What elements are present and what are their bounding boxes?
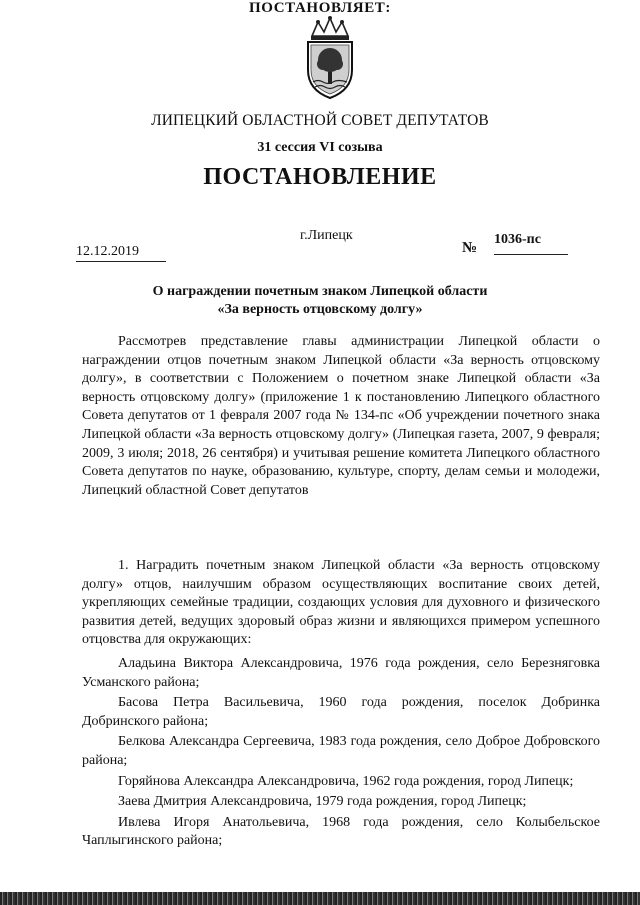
session-line: 31 сессия VI созыва — [257, 140, 383, 155]
coat-of-arms-icon — [298, 14, 362, 102]
subject-line-2: «За верность отцовскому долгу» — [217, 302, 423, 317]
document-type-title: ПОСТАНОВЛЕНИЕ — [203, 164, 437, 190]
list-item: Басова Петра Васильевича, 1960 года рождения, поселок Добринка Добринского района; — [82, 695, 600, 729]
list-item: Аладьина Виктора Александровича, 1976 года рождения, село Березняговка Усманского района; — [82, 656, 600, 690]
scan-bottom-edge — [0, 892, 640, 905]
list-item: Горяйнова Александра Александровича, 1962 года рождения, город Липецк; — [118, 773, 574, 789]
list-item: Белкова Александра Сергеевича, 1983 года рождения, село Доброе Добровского района; — [82, 734, 600, 768]
organization-name: ЛИПЕЦКИЙ ОБЛАСТНОЙ СОВЕТ ДЕПУТАТОВ — [151, 112, 489, 129]
city: г.Липецк — [300, 228, 353, 243]
document-subject — [0, 283, 640, 319]
clause-1-paragraph: 1. Наградить почетным знаком Липецкой области «За верность отцовскому долгу» отцов, наилучшим образом осуществляющих воспитание своих детей, укрепляющих семейные традиции, создающих условия для духовного и физического развития детей, ведущих здоровый образ жизни и являющихся примером успешного отцовства для окружающих: — [82, 558, 600, 648]
number-sign: № — [462, 240, 478, 256]
awardee-list — [82, 655, 600, 853]
document-number: 1036-пс — [494, 232, 568, 255]
subject-line-1: О награждении почетным знаком Липецкой области — [152, 284, 488, 299]
list-item: Заева Дмитрия Александровича, 1979 года рождения, город Липецк; — [118, 794, 527, 810]
document-date: 12.12.2019 — [76, 244, 166, 262]
decree-heading: ПОСТАНОВЛЯЕТ: — [248, 0, 392, 16]
preamble-paragraph: Рассмотрев представление главы администрации Липецкой области о награждении отцов почетным знаком Липецкой области «За верность отцовскому долгу», в соответствии с Положением о почетном знаке Липецкой области «За верность отцовскому долгу» (приложение 1 к постановлению Липецкого областного Совета депутатов от 1 февраля 2007 года № 134-пс «Об учреждении почетного знака Липецкой области «За верность отцовскому долгу» (Липецкая газета, 2007, 9 февраля; 2009, 3 июля; 2018, 26 сентября) и учитывая решение комитета Липецкого областного Совета депутатов по науке, образованию, культуре, спорту, делам семьи и молодежи, Липецкий областной Совет депутатов — [82, 334, 600, 498]
list-item: Ивлева Игоря Анатольевича, 1968 года рождения, село Колыбельское Чаплыгинского района; — [82, 814, 600, 849]
